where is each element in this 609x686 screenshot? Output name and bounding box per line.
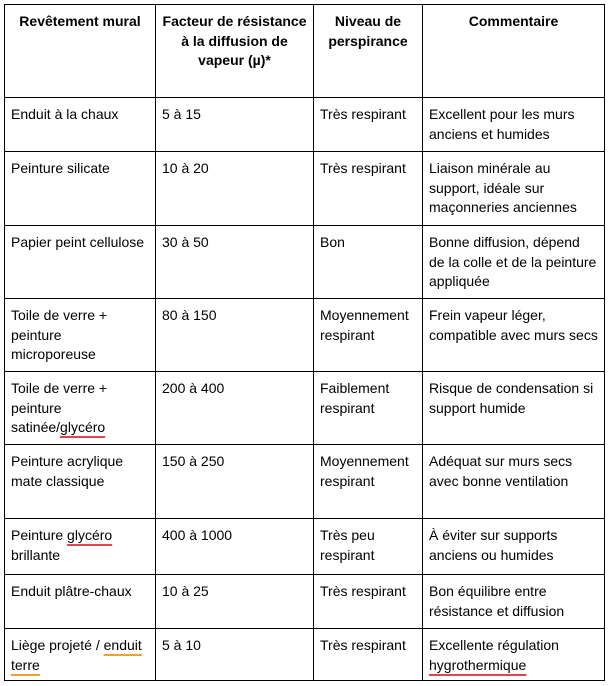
cell-commentaire[interactable]: À éviter sur supports anciens ou humides <box>423 519 605 575</box>
wall-coating-table <box>4 4 605 681</box>
cell-text: Peinture <box>11 527 68 543</box>
cell-revetement[interactable]: Peinture acrylique mate classique <box>5 445 156 519</box>
header-row <box>5 5 605 98</box>
cell-mu[interactable]: 5 à 15 <box>156 98 314 152</box>
cell-mu[interactable]: 30 à 50 <box>156 226 314 299</box>
header-revetement: Revêtement mural <box>5 5 156 98</box>
cell-mu[interactable]: 5 à 10 <box>156 629 314 681</box>
cell-commentaire[interactable] <box>423 629 605 681</box>
table-row <box>5 445 605 519</box>
cell-text: brillante <box>11 546 61 563</box>
cell-mu[interactable]: 80 à 150 <box>156 299 314 372</box>
spellcheck-underline: hygrothermique <box>429 656 527 673</box>
header-commentaire: Commentaire <box>423 5 605 98</box>
cell-commentaire[interactable]: Liaison minérale au support, idéale sur maçonneries anciennes <box>423 152 605 226</box>
cell-text: Liège projeté / <box>11 637 104 653</box>
table-row <box>5 519 605 575</box>
cell-perspirance[interactable]: Très respirant <box>314 575 423 629</box>
spellcheck-underline: glycéro <box>67 527 113 543</box>
cell-commentaire[interactable]: Risque de condensation si support humide <box>423 372 605 445</box>
cell-commentaire[interactable]: Excellent pour les murs anciens et humides <box>423 98 605 152</box>
cell-perspirance[interactable]: Faiblement respirant <box>314 372 423 445</box>
cell-revetement[interactable]: Toile de verre + peinture microporeuse <box>5 299 156 372</box>
grammar-underline: enduit terre <box>11 637 142 673</box>
cell-commentaire[interactable]: Bonne diffusion, dépend de la colle et de la peinture appliquée <box>423 226 605 299</box>
cell-revetement[interactable]: Enduit à la chaux <box>5 98 156 152</box>
cell-mu[interactable]: 400 à 1000 <box>156 519 314 575</box>
cell-text: Toile de verre + peinture satinée/ <box>11 380 108 435</box>
header-perspirance: Niveau de perspirance <box>314 5 423 98</box>
table-row <box>5 152 605 226</box>
table-row <box>5 575 605 629</box>
cell-revetement[interactable] <box>5 372 156 445</box>
cell-commentaire[interactable]: Bon équilibre entre résistance et diffusion <box>423 575 605 629</box>
cell-perspirance[interactable]: Très peu respirant <box>314 519 423 575</box>
cell-revetement[interactable]: Enduit plâtre-chaux <box>5 575 156 629</box>
header-mu: Facteur de résistance à la diffusion de vapeur (µ)* <box>156 5 314 98</box>
table-row <box>5 629 605 681</box>
cell-mu[interactable]: 10 à 25 <box>156 575 314 629</box>
cell-commentaire[interactable]: Frein vapeur léger, compatible avec murs secs <box>423 299 605 372</box>
spellcheck-underline: glycéro <box>60 419 106 435</box>
table-row <box>5 226 605 299</box>
cell-mu[interactable]: 150 à 250 <box>156 445 314 519</box>
cell-revetement[interactable]: Papier peint cellulose <box>5 226 156 299</box>
cell-mu[interactable]: 200 à 400 <box>156 372 314 445</box>
cell-mu[interactable]: 10 à 20 <box>156 152 314 226</box>
cell-perspirance[interactable]: Très respirant <box>314 629 423 681</box>
cell-perspirance[interactable]: Moyennement respirant <box>314 299 423 372</box>
cell-perspirance[interactable]: Moyennement respirant <box>314 445 423 519</box>
cell-revetement[interactable]: Peinture silicate <box>5 152 156 226</box>
cell-revetement[interactable] <box>5 629 156 681</box>
table-row <box>5 299 605 372</box>
cell-commentaire[interactable]: Adéquat sur murs secs avec bonne ventilation <box>423 445 605 519</box>
cell-perspirance[interactable]: Très respirant <box>314 152 423 226</box>
cell-perspirance[interactable]: Très respirant <box>314 98 423 152</box>
cell-perspirance[interactable]: Bon <box>314 226 423 299</box>
table-row <box>5 98 605 152</box>
cell-text: Excellente régulation <box>429 637 559 653</box>
table-row <box>5 372 605 445</box>
cell-revetement[interactable] <box>5 519 156 575</box>
